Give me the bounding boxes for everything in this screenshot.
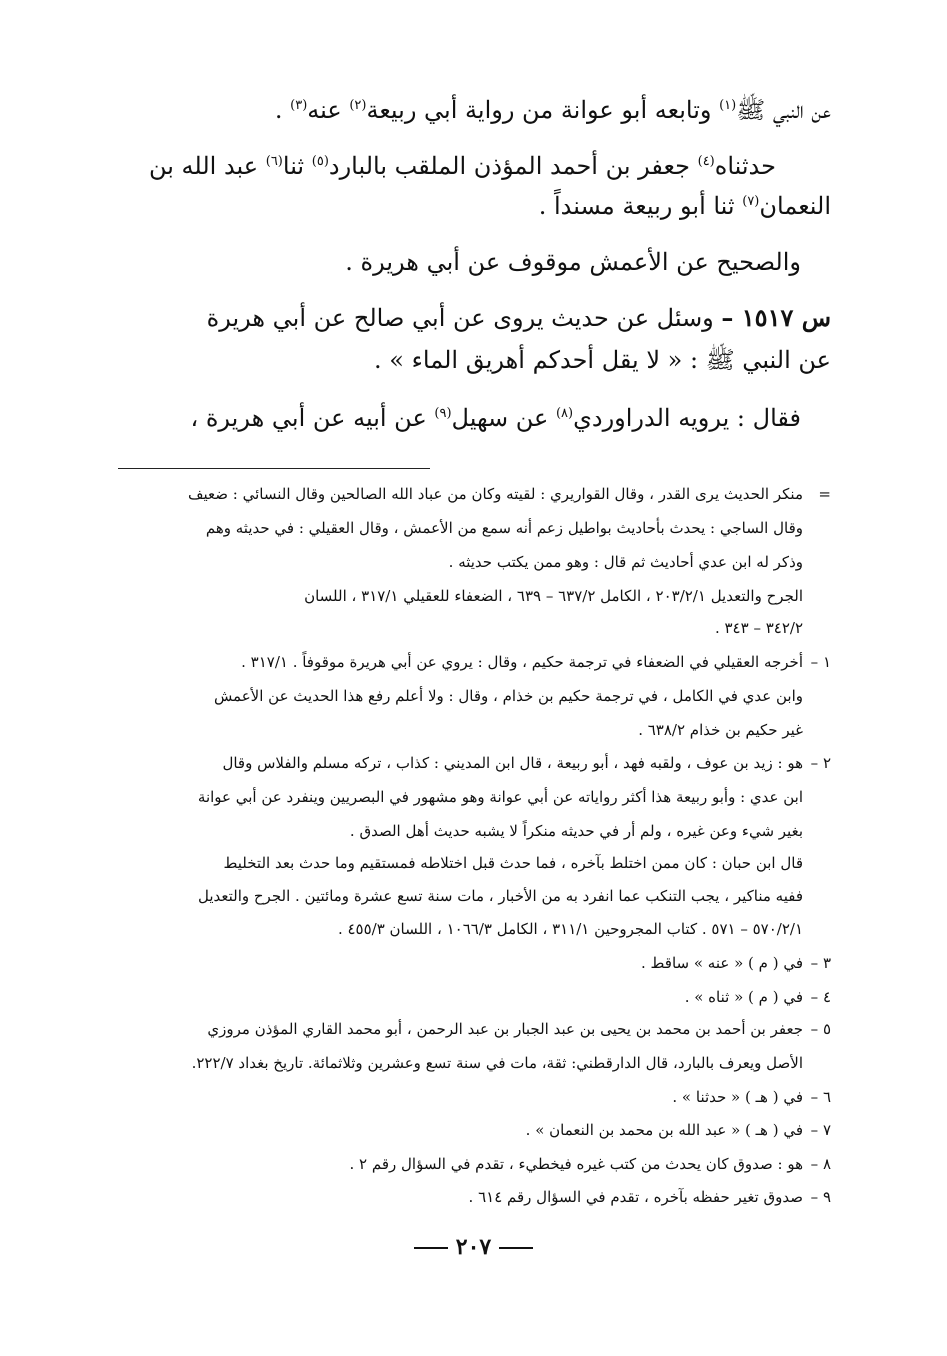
footnote-text: بغير شيء وعن غيره ، ولم أر في حديثه منكراً لا يشبه حديث أهل الصدق . [349, 822, 803, 840]
footnote-text: في ( هـ ) « حدثنا » . [672, 1088, 803, 1106]
footnote-line [116, 717, 831, 743]
text-segment: جعفر بن أحمد المؤذن الملقب بالبارد [328, 152, 698, 180]
text-segment: فقال : يرويه الدراوردي [573, 404, 801, 432]
footnote-ref: (٧) [742, 194, 760, 209]
footnote-text: في ( هـ ) « عبد الله بن محمد بن النعمان » . [525, 1121, 803, 1139]
footnote-ref: (٩) [434, 406, 452, 421]
footnote-line [116, 615, 831, 641]
footnote-line [116, 649, 831, 675]
footnote-separator [118, 468, 430, 469]
footnote-line [116, 1184, 831, 1210]
footnote-number: ٩ – [810, 1188, 831, 1206]
footnote-line [116, 1050, 831, 1076]
main-line-6 [130, 338, 831, 382]
footnote-ref: (٣) [290, 98, 308, 113]
footnote-ref: (٤) [697, 154, 715, 169]
page-number-dash [499, 1247, 533, 1249]
text-segment: حدثناه [714, 152, 776, 180]
main-line-4 [130, 240, 831, 284]
footnote-line [116, 818, 831, 844]
footnote-line [116, 984, 831, 1010]
footnote-text: قال ابن حبان : كان ممن اختلط بآخره ، فما حدث قبل اختلاطه فمستقيم وما حدث بعد التخليط [223, 854, 803, 872]
text-segment: عن النبي ﷺ [736, 96, 831, 124]
question-number: س ١٥١٧ – [721, 303, 831, 332]
text-segment: . [274, 96, 291, 124]
text-segment: وسئل عن حديث يروى عن أبي صالح عن أبي هريرة [206, 304, 714, 332]
footnote-text: الأصل ويعرف بالبارد، قال الدارقطني: ثقة، مات في سنة تسع وعشرين وثلاثمائة. تاريخ بغداد ٢٢٢/٧. [191, 1054, 803, 1072]
footnote-line [116, 583, 831, 609]
footnote-text: الجرح والتعديل ٢٠٣/٢/١ ، الكامل ٦٣٧/٢ – ٦٣٩ ، الضعفاء للعقيلي ٣١٧/١ ، اللسان [304, 587, 803, 605]
text-segment: والصحيح عن الأعمش موقوف عن أبي هريرة . [345, 248, 801, 276]
footnote-line [116, 916, 831, 942]
page-number-text: ٢٠٧ [455, 1234, 492, 1260]
footnote-number: ٦ – [810, 1088, 831, 1106]
footnote-number: ١ – [810, 653, 831, 671]
footnote-text: في ( م ) « ثناه » . [684, 988, 803, 1006]
footnote-number: ٣ – [810, 954, 831, 972]
footnote-line [116, 850, 831, 876]
page-number-dash [414, 1247, 448, 1249]
main-line-1 [130, 84, 831, 132]
text-segment: ثنا أبو ربيعة مسنداً . [538, 192, 743, 220]
text-segment: عن أبيه عن أبي هريرة ، [190, 404, 435, 432]
footnote-ref: (٦) [265, 154, 283, 169]
footnote-line [116, 515, 831, 541]
footnote-number: ٢ – [810, 754, 831, 772]
footnote-number: = [818, 485, 831, 503]
footnote-text: منكر الحديث يرى القدر ، وقال القواريري : لقيته وكان من عباد الله الصالحين وقال النسائي : ضعيف [188, 485, 803, 503]
footnote-text: وقال الساجي : يحدث بأحاديث بواطيل زعم أنه سمع من الأعمش ، وقال العقيلي : في حديثه وهم [205, 519, 803, 537]
footnote-text: هو : صدوق كان يحدث من كتب غيره فيخطيء ، تقدم في السؤال رقم ٢ . [349, 1155, 803, 1173]
page-number [0, 1234, 947, 1260]
footnote-text: وابن عدي في الكامل ، في ترجمة حكيم بن خذام ، وقال : ولا أعلم رفع هذا الحديث عن الأعمش [213, 687, 803, 705]
footnote-ref: (٢) [349, 98, 367, 113]
main-line-5 [130, 296, 831, 340]
main-line-3 [130, 180, 831, 228]
footnote-line [116, 784, 831, 810]
footnote-line [116, 481, 831, 507]
footnote-number: ٥ – [810, 1020, 831, 1038]
text-segment: عن سهيل [451, 404, 556, 432]
footnote-line [116, 1151, 831, 1177]
footnote-text: أخرجه العقيلي في الضعفاء في ترجمة حكيم ، وقال : يروي عن أبي هريرة موقوفاً . ٣١٧/١ . [241, 653, 803, 671]
footnote-ref: (١) [719, 98, 737, 113]
footnote-number: ٤ – [810, 988, 831, 1006]
footnote-ref: (٥) [311, 154, 329, 169]
footnote-text: ففيه مناكير ، يجب التنكب عما انفرد به من الأخبار ، مات سنة تسع عشرة ومائتين . الجرح والتعديل [197, 887, 803, 905]
footnote-line [116, 1117, 831, 1143]
text-segment: ثنا [282, 152, 312, 180]
footnote-text: جعفر بن أحمد بن محمد بن يحيى بن عبد الجبار بن عبد الرحمن ، أبو محمد القاري المؤذن مروزي [207, 1020, 803, 1038]
footnote-line [116, 549, 831, 575]
text-segment: النعمان [759, 192, 831, 220]
text-segment: عن النبي ﷺ : « لا يقل أحدكم أهريق الماء » . [374, 346, 831, 374]
footnote-line [116, 950, 831, 976]
footnote-text: صدوق تغير حفظه بآخره ، تقدم في السؤال رقم ٦١٤ . [468, 1188, 803, 1206]
text-segment: وتابعه أبو عوانة من رواية أبي ربيعة [366, 96, 720, 124]
footnote-text: وذكر له ابن عدي أحاديث ثم قال : وهو ممن يكتب حديثه . [448, 553, 803, 571]
footnote-line [116, 1016, 831, 1042]
footnote-number: ٧ – [810, 1121, 831, 1139]
text-segment: عبد الله بن [148, 152, 266, 180]
footnote-line [116, 750, 831, 776]
footnote-number: ٨ – [810, 1155, 831, 1173]
text-segment: عنه [307, 96, 350, 124]
footnote-text: غير حكيم بن خذام ٦٣٨/٢ . [638, 721, 803, 739]
footnote-text: ابن عدي : وأبو ربيعة هذا أكثر رواياته عن أبي عوانة وهو مشهور في البصريين وينفرد عن أبي عوانة [197, 788, 803, 806]
footnote-text: هو : زيد بن عوف ، ولقبه فهد ، أبو ربيعة ، قال ابن المديني : كذاب ، تركه مسلم والفلاس وقال [222, 754, 803, 772]
footnote-text: في ( م ) « عنه » ساقط . [641, 954, 803, 972]
footnote-ref: (٨) [555, 406, 574, 421]
footnote-line [116, 683, 831, 709]
footnote-line [116, 883, 831, 909]
footnote-text: ٥٧٠/٢/١ – ٥٧١ . كتاب المجروحين ٣١١/١ ، الكامل ١٠٦٦/٣ ، اللسان ٤٥٥/٣ . [337, 920, 803, 938]
footnote-line [116, 1084, 831, 1110]
main-line-7 [130, 392, 831, 440]
footnote-text: ٣٤٢/٢ – ٣٤٣ . [714, 619, 803, 637]
